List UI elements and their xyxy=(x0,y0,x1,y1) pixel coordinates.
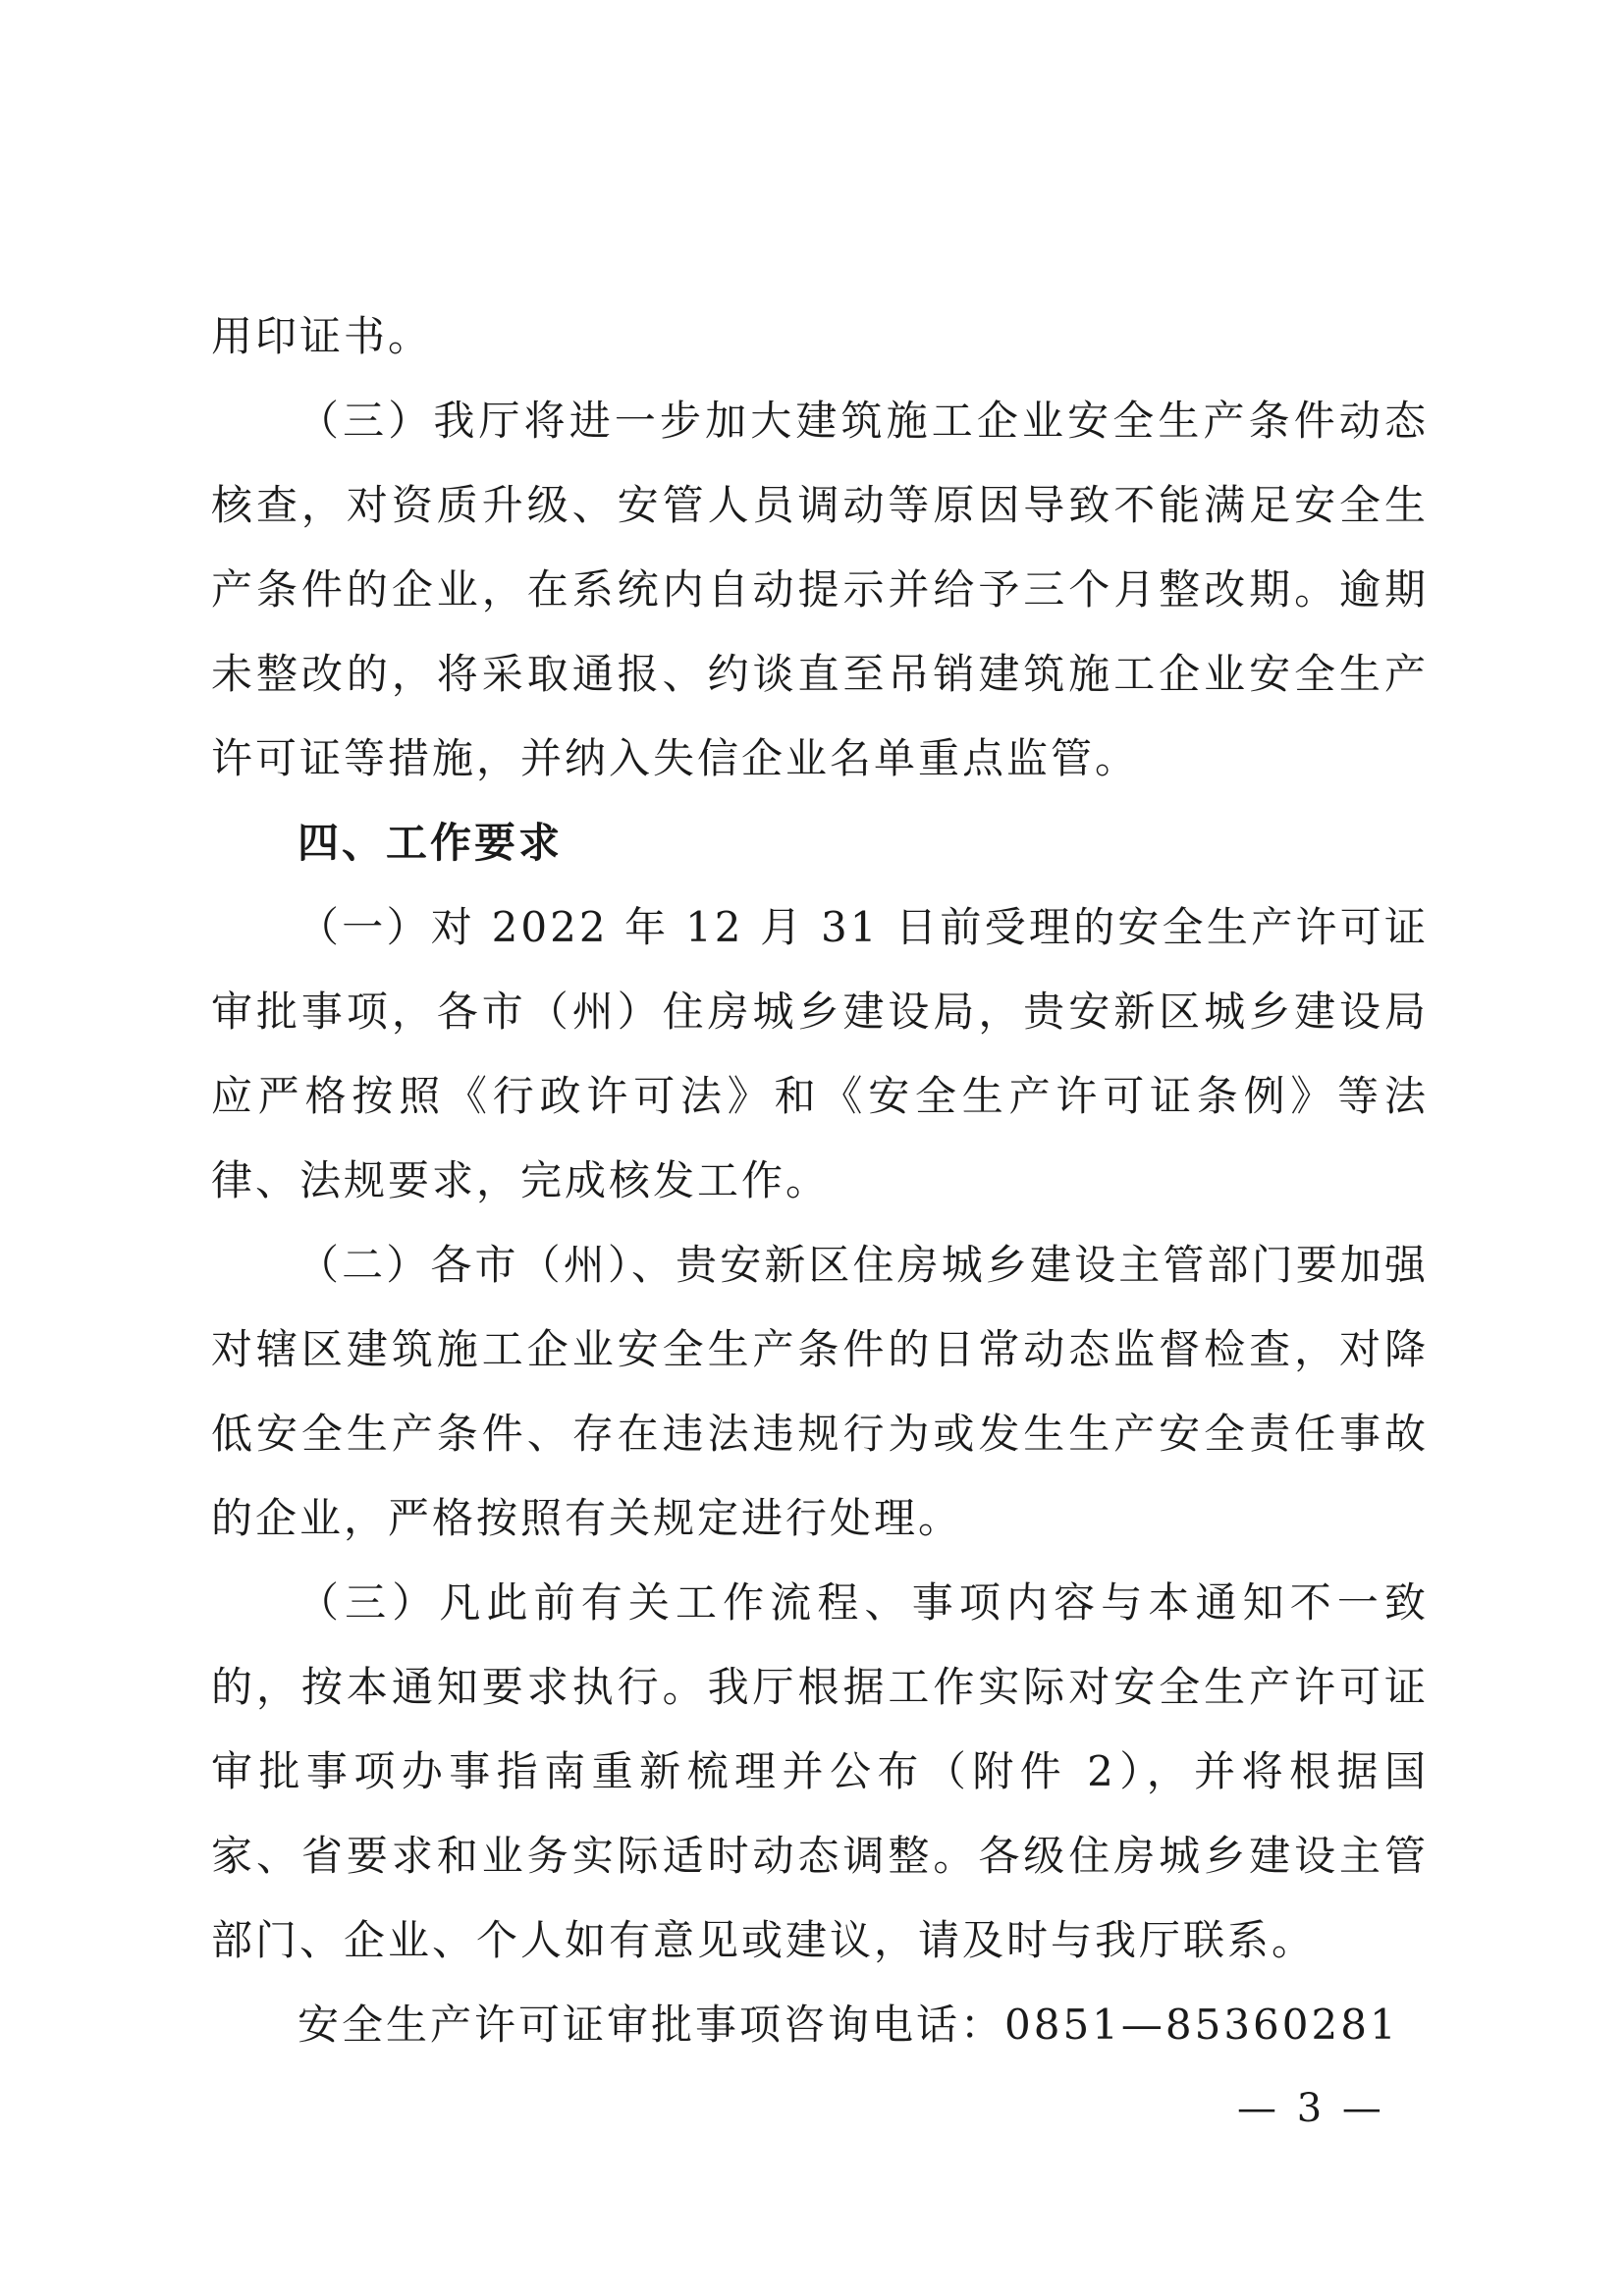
document-body xyxy=(211,294,1429,2067)
paragraph-requirement-1: （一）对 2022 年 12 月 31 日前受理的安全生产许可证审批事项，各市（州）住房城乡建设局，贵安新区城乡建设局应严格按照《行政许可法》和《安全生产许可证条例》等法律、法规要求，完成核发工作。 xyxy=(211,903,1429,1204)
consultation-phone-line: 安全生产许可证审批事项咨询电话：0851—85360281 xyxy=(298,2001,1399,2049)
paragraph-continuation: 用印证书。 xyxy=(211,312,433,360)
paragraph-requirement-2: （二）各市（州）、贵安新区住房城乡建设主管部门要加强对辖区建筑施工企业安全生产条件的日常动态监督检查，对降低安全生产条件、存在违法违规行为或发生生产安全责任事故的企业，严格按照有关规定进行处理。 xyxy=(211,1241,1429,1542)
paragraph-requirement-3: （三）凡此前有关工作流程、事项内容与本通知不一致的，按本通知要求执行。我厅根据工作实际对安全生产许可证审批事项办事指南重新梳理并公布（附件 2），并将根据国家、省要求和业务实际适时动态调整。各级住房城乡建设主管部门、企业、个人如有意见或建议，请及时与我厅联系。 xyxy=(211,1578,1429,1964)
section-heading-work-requirements: 四、工作要求 xyxy=(298,819,564,867)
page-number: — 3 — xyxy=(1237,2086,1385,2131)
paragraph-item-3-dynamic-review: （三）我厅将进一步加大建筑施工企业安全生产条件动态核查，对资质升级、安管人员调动等原因导致不能满足安全生产条件的企业，在系统内自动提示并给予三个月整改期。逾期未整改的，将采取通报、约谈直至吊销建筑施工企业安全生产许可证等措施，并纳入失信企业名单重点监管。 xyxy=(211,397,1429,782)
